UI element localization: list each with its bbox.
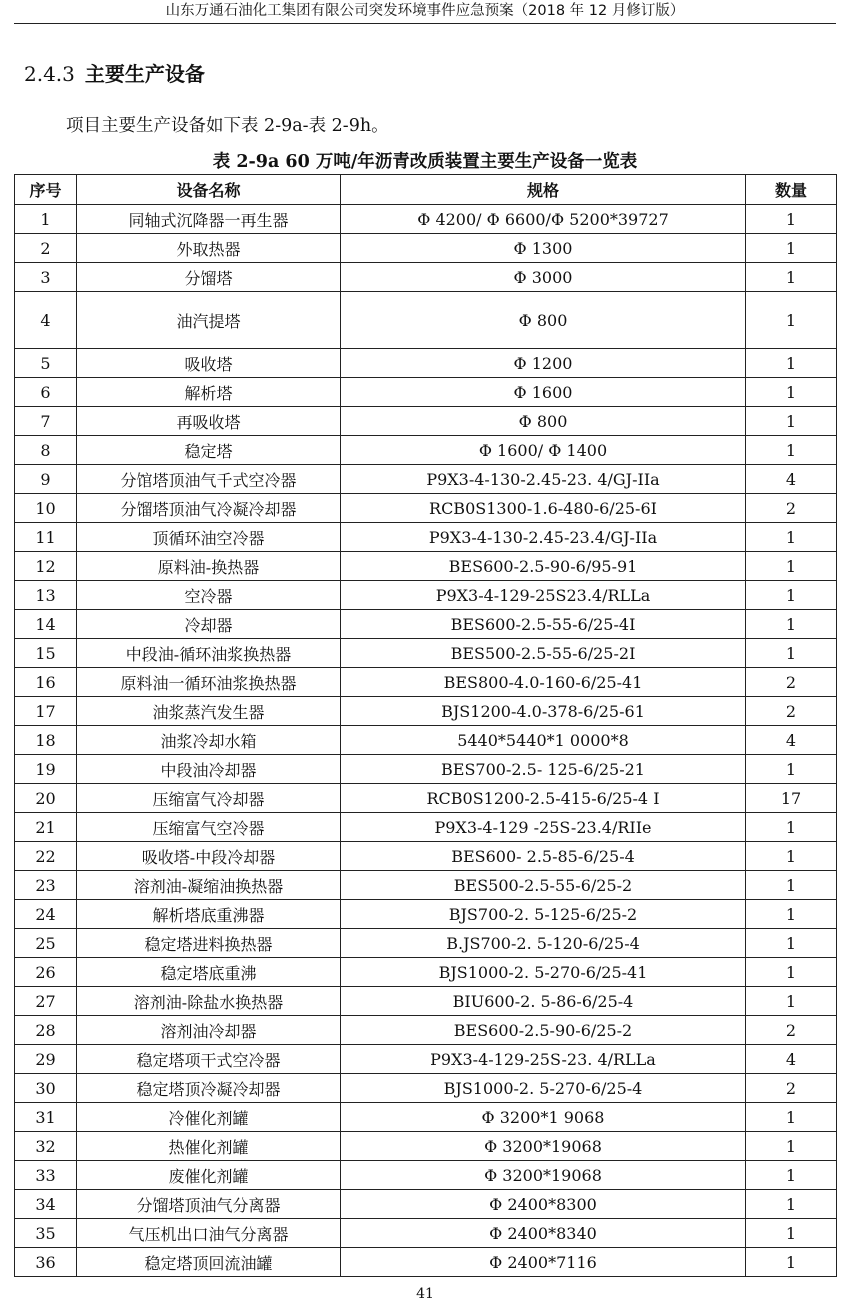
header-equipment-name: 设备名称 — [77, 175, 341, 205]
cell-serial: 6 — [15, 378, 77, 407]
table-row — [15, 407, 837, 436]
cell-quantity: 1 — [746, 610, 837, 639]
cell-equipment-name: 稳定塔顶回流油罐 — [77, 1248, 341, 1277]
cell-serial: 34 — [15, 1190, 77, 1219]
cell-equipment-name: 顶循环油空冷器 — [77, 523, 341, 552]
cell-serial: 27 — [15, 987, 77, 1016]
table-row — [15, 726, 837, 755]
table-row — [15, 871, 837, 900]
table-row — [15, 697, 837, 726]
cell-quantity: 4 — [746, 1045, 837, 1074]
section-title: 主要生产设备 — [84, 62, 205, 86]
table-row — [15, 842, 837, 871]
cell-equipment-name: 溶剂油-凝缩油换热器 — [77, 871, 341, 900]
cell-quantity: 17 — [746, 784, 837, 813]
cell-quantity: 4 — [746, 465, 837, 494]
table-row — [15, 1074, 837, 1103]
table-row — [15, 1045, 837, 1074]
cell-specification: BJS1200-4.0-378-6/25-61 — [341, 697, 746, 726]
cell-specification: P9X3-4-130-2.45-23. 4/GJ-IIa — [341, 465, 746, 494]
cell-quantity: 2 — [746, 1016, 837, 1045]
cell-equipment-name: 同轴式沉降器一再生器 — [77, 205, 341, 234]
header-title: 山东万通石油化工集团有限公司突发环境事件应急预案（2018 年 12 月修订版） — [165, 3, 685, 19]
cell-specification: Φ 1200 — [341, 349, 746, 378]
cell-specification: RCB0S1200-2.5-415-6/25-4 I — [341, 784, 746, 813]
cell-quantity: 1 — [746, 987, 837, 1016]
cell-specification: P9X3-4-129 -25S-23.4/RIIe — [341, 813, 746, 842]
page-number: 41 — [416, 1286, 434, 1302]
cell-serial: 35 — [15, 1219, 77, 1248]
intro-paragraph: 项目主要生产设备如下表 2-9a-表 2-9h。 — [66, 116, 389, 136]
cell-equipment-name: 原料油-换热器 — [77, 552, 341, 581]
cell-quantity: 2 — [746, 494, 837, 523]
table-row — [15, 1161, 837, 1190]
table-row — [15, 1190, 837, 1219]
cell-serial: 15 — [15, 639, 77, 668]
cell-specification: Φ 3000 — [341, 263, 746, 292]
cell-equipment-name: 分馏塔顶油气分离器 — [77, 1190, 341, 1219]
cell-specification: BJS1000-2. 5-270-6/25-4 — [341, 1074, 746, 1103]
cell-equipment-name: 解析塔底重沸器 — [77, 900, 341, 929]
cell-specification: RCB0S1300-1.6-480-6/25-6I — [341, 494, 746, 523]
cell-specification: Φ 1600 — [341, 378, 746, 407]
cell-equipment-name: 再吸收塔 — [77, 407, 341, 436]
table-row — [15, 552, 837, 581]
table-row — [15, 1016, 837, 1045]
cell-specification: BES600-2.5-90-6/25-2 — [341, 1016, 746, 1045]
cell-equipment-name: 解析塔 — [77, 378, 341, 407]
header-specification: 规格 — [341, 175, 746, 205]
cell-quantity: 1 — [746, 813, 837, 842]
cell-specification: B.JS700-2. 5-120-6/25-4 — [341, 929, 746, 958]
cell-quantity: 1 — [746, 639, 837, 668]
cell-specification: Φ 4200/ Φ 6600/Φ 5200*39727 — [341, 205, 746, 234]
table-row — [15, 494, 837, 523]
cell-quantity: 1 — [746, 900, 837, 929]
cell-serial: 25 — [15, 929, 77, 958]
cell-specification: BES600-2.5-90-6/95-91 — [341, 552, 746, 581]
table-row — [15, 929, 837, 958]
cell-serial: 21 — [15, 813, 77, 842]
cell-quantity: 1 — [746, 1248, 837, 1277]
cell-quantity: 1 — [746, 552, 837, 581]
cell-equipment-name: 气压机出口油气分离器 — [77, 1219, 341, 1248]
cell-serial: 17 — [15, 697, 77, 726]
cell-equipment-name: 稳定塔顶冷凝冷却器 — [77, 1074, 341, 1103]
cell-specification: BJS1000-2. 5-270-6/25-41 — [341, 958, 746, 987]
cell-equipment-name: 热催化剂罐 — [77, 1132, 341, 1161]
cell-serial: 36 — [15, 1248, 77, 1277]
cell-specification: BJS700-2. 5-125-6/25-2 — [341, 900, 746, 929]
cell-equipment-name: 废催化剂罐 — [77, 1161, 341, 1190]
cell-specification: BES800-4.0-160-6/25-41 — [341, 668, 746, 697]
cell-serial: 28 — [15, 1016, 77, 1045]
cell-specification: Φ 2400*7116 — [341, 1248, 746, 1277]
cell-serial: 13 — [15, 581, 77, 610]
cell-quantity: 1 — [746, 205, 837, 234]
cell-serial: 31 — [15, 1103, 77, 1132]
cell-specification: BES600- 2.5-85-6/25-4 — [341, 842, 746, 871]
cell-equipment-name: 稳定塔 — [77, 436, 341, 465]
cell-specification: BES700-2.5- 125-6/25-21 — [341, 755, 746, 784]
cell-serial: 2 — [15, 234, 77, 263]
cell-equipment-name: 原料油一循环油浆换热器 — [77, 668, 341, 697]
cell-serial: 4 — [15, 292, 77, 349]
cell-quantity: 1 — [746, 292, 837, 349]
table-row — [15, 639, 837, 668]
table-row — [15, 610, 837, 639]
cell-equipment-name: 压缩富气空冷器 — [77, 813, 341, 842]
cell-specification: Φ 1600/ Φ 1400 — [341, 436, 746, 465]
cell-equipment-name: 吸收塔-中段冷却器 — [77, 842, 341, 871]
cell-serial: 8 — [15, 436, 77, 465]
cell-serial: 22 — [15, 842, 77, 871]
table-row — [15, 1248, 837, 1277]
cell-quantity: 2 — [746, 1074, 837, 1103]
equipment-table — [14, 174, 837, 1277]
cell-equipment-name: 稳定塔进料换热器 — [77, 929, 341, 958]
cell-quantity: 1 — [746, 1103, 837, 1132]
section-heading — [24, 58, 205, 87]
cell-quantity: 1 — [746, 958, 837, 987]
cell-equipment-name: 油汽提塔 — [77, 292, 341, 349]
table-row — [15, 465, 837, 494]
cell-quantity: 4 — [746, 726, 837, 755]
section-number: 2.4.3 — [24, 62, 75, 86]
table-row — [15, 234, 837, 263]
cell-serial: 16 — [15, 668, 77, 697]
cell-quantity: 1 — [746, 871, 837, 900]
cell-quantity: 1 — [746, 436, 837, 465]
cell-equipment-name: 分馏塔顶油气冷凝冷却器 — [77, 494, 341, 523]
cell-serial: 19 — [15, 755, 77, 784]
cell-quantity: 1 — [746, 1219, 837, 1248]
table-row — [15, 958, 837, 987]
table-row — [15, 292, 837, 349]
table-caption: 表 2-9a 60 万吨/年沥青改质装置主要生产设备一览表 — [212, 152, 638, 172]
cell-equipment-name: 分馏塔 — [77, 263, 341, 292]
cell-equipment-name: 冷却器 — [77, 610, 341, 639]
table-row — [15, 523, 837, 552]
cell-equipment-name: 中段油-循环油浆换热器 — [77, 639, 341, 668]
cell-serial: 12 — [15, 552, 77, 581]
cell-specification: P9X3-4-129-25S23.4/RLLa — [341, 581, 746, 610]
cell-equipment-name: 冷催化剂罐 — [77, 1103, 341, 1132]
table-row — [15, 1219, 837, 1248]
cell-equipment-name: 吸收塔 — [77, 349, 341, 378]
cell-equipment-name: 溶剂油冷却器 — [77, 1016, 341, 1045]
table-row — [15, 436, 837, 465]
cell-specification: Φ 1300 — [341, 234, 746, 263]
cell-specification: BES500-2.5-55-6/25-2 — [341, 871, 746, 900]
table-row — [15, 1132, 837, 1161]
cell-quantity: 1 — [746, 378, 837, 407]
cell-equipment-name: 分馆塔顶油气千式空冷器 — [77, 465, 341, 494]
cell-specification: BES500-2.5-55-6/25-2I — [341, 639, 746, 668]
cell-serial: 7 — [15, 407, 77, 436]
cell-serial: 33 — [15, 1161, 77, 1190]
cell-serial: 23 — [15, 871, 77, 900]
cell-quantity: 1 — [746, 929, 837, 958]
cell-quantity: 1 — [746, 581, 837, 610]
cell-equipment-name: 溶剂油-除盐水换热器 — [77, 987, 341, 1016]
cell-serial: 26 — [15, 958, 77, 987]
table-row — [15, 1103, 837, 1132]
table-row — [15, 900, 837, 929]
table-row — [15, 581, 837, 610]
cell-serial: 11 — [15, 523, 77, 552]
header-serial: 序号 — [15, 175, 77, 205]
header-quantity: 数量 — [746, 175, 837, 205]
cell-quantity: 2 — [746, 668, 837, 697]
cell-serial: 18 — [15, 726, 77, 755]
cell-equipment-name: 油浆冷却水箱 — [77, 726, 341, 755]
cell-serial: 20 — [15, 784, 77, 813]
cell-serial: 3 — [15, 263, 77, 292]
cell-quantity: 2 — [746, 697, 837, 726]
cell-serial: 24 — [15, 900, 77, 929]
cell-quantity: 1 — [746, 523, 837, 552]
cell-equipment-name: 稳定塔项干式空冷器 — [77, 1045, 341, 1074]
cell-specification: P9X3-4-130-2.45-23.4/GJ-IIa — [341, 523, 746, 552]
cell-specification: Φ 3200*19068 — [341, 1161, 746, 1190]
table-row — [15, 205, 837, 234]
cell-quantity: 1 — [746, 234, 837, 263]
table-row — [15, 349, 837, 378]
cell-specification: P9X3-4-129-25S-23. 4/RLLa — [341, 1045, 746, 1074]
cell-specification: Φ 3200*1 9068 — [341, 1103, 746, 1132]
cell-serial: 30 — [15, 1074, 77, 1103]
table-body — [15, 205, 837, 1277]
cell-equipment-name: 空冷器 — [77, 581, 341, 610]
cell-specification: BES600-2.5-55-6/25-4I — [341, 610, 746, 639]
cell-serial: 5 — [15, 349, 77, 378]
cell-specification: Φ 800 — [341, 292, 746, 349]
table-row — [15, 813, 837, 842]
header-rule — [14, 23, 836, 24]
cell-quantity: 1 — [746, 407, 837, 436]
cell-quantity: 1 — [746, 1161, 837, 1190]
cell-serial: 9 — [15, 465, 77, 494]
table-row — [15, 668, 837, 697]
cell-specification: 5440*5440*1 0000*8 — [341, 726, 746, 755]
cell-quantity: 1 — [746, 1190, 837, 1219]
table-header-row — [15, 175, 837, 205]
cell-quantity: 1 — [746, 755, 837, 784]
cell-equipment-name: 稳定塔底重沸 — [77, 958, 341, 987]
cell-quantity: 1 — [746, 1132, 837, 1161]
cell-specification: Φ 2400*8300 — [341, 1190, 746, 1219]
cell-specification: Φ 3200*19068 — [341, 1132, 746, 1161]
cell-quantity: 1 — [746, 263, 837, 292]
cell-serial: 29 — [15, 1045, 77, 1074]
cell-serial: 14 — [15, 610, 77, 639]
cell-equipment-name: 外取热器 — [77, 234, 341, 263]
cell-serial: 10 — [15, 494, 77, 523]
cell-serial: 1 — [15, 205, 77, 234]
cell-equipment-name: 中段油冷却器 — [77, 755, 341, 784]
table-row — [15, 263, 837, 292]
cell-specification: BIU600-2. 5-86-6/25-4 — [341, 987, 746, 1016]
table-row — [15, 755, 837, 784]
cell-serial: 32 — [15, 1132, 77, 1161]
cell-specification: Φ 800 — [341, 407, 746, 436]
table-row — [15, 378, 837, 407]
cell-quantity: 1 — [746, 349, 837, 378]
cell-equipment-name: 压缩富气冷却器 — [77, 784, 341, 813]
cell-equipment-name: 油浆蒸汽发生器 — [77, 697, 341, 726]
cell-quantity: 1 — [746, 842, 837, 871]
cell-specification: Φ 2400*8340 — [341, 1219, 746, 1248]
table-row — [15, 784, 837, 813]
table-row — [15, 987, 837, 1016]
